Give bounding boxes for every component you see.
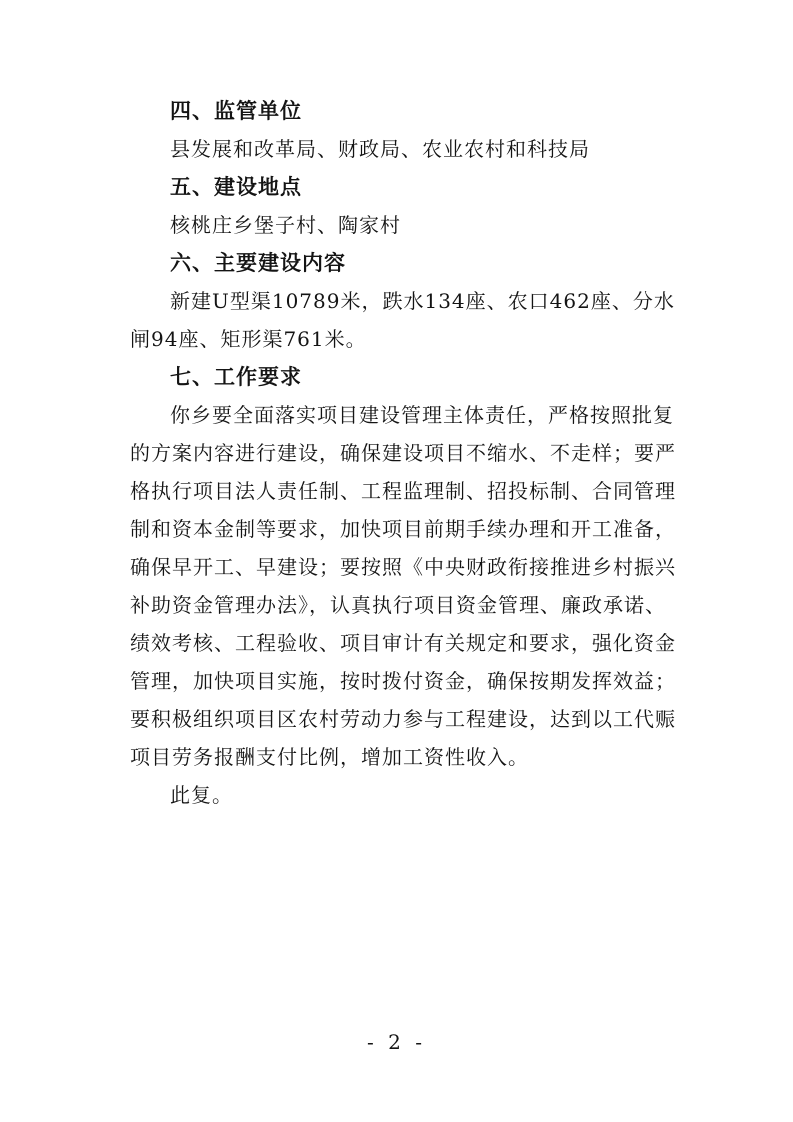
section-4-heading: 四、监管单位 bbox=[170, 99, 302, 123]
section-7-line: 的方案内容进行建设，确保建设项目不缩水、不走样；要严 bbox=[130, 441, 676, 465]
section-7-line: 制和资本金制等要求，加快项目前期手续办理和开工准备， bbox=[130, 517, 676, 541]
section-6-heading: 六、主要建设内容 bbox=[170, 251, 346, 275]
closing-text: 此复。 bbox=[170, 783, 233, 807]
section-7-line: 补助资金管理办法》，认真执行项目资金管理、廉政承诺、 bbox=[130, 593, 666, 617]
section-4-body: 县发展和改革局、财政局、农业农村和科技局 bbox=[170, 137, 590, 161]
section-7-line: 管理，加快项目实施，按时拨付资金，确保按期发挥效益； bbox=[130, 669, 676, 693]
section-7-line: 确保早开工、早建设；要按照《中央财政衔接推进乡村振兴 bbox=[130, 555, 676, 579]
section-7-line: 格执行项目法人责任制、工程监理制、招投标制、合同管理 bbox=[130, 479, 676, 503]
section-7-line: 项目劳务报酬支付比例，增加工资性收入。 bbox=[130, 745, 529, 769]
section-6-line: 闸94座、矩形渠761米。 bbox=[130, 327, 367, 351]
section-6-line: 新建U型渠10789米，跌水134座、农口462座、分水 bbox=[170, 289, 675, 313]
section-7-line: 要积极组织项目区农村劳动力参与工程建设，达到以工代赈 bbox=[130, 707, 676, 731]
section-5-heading: 五、建设地点 bbox=[170, 175, 302, 199]
section-7-line: 绩效考核、工程验收、项目审计有关规定和要求，强化资金 bbox=[130, 631, 676, 655]
section-7-body bbox=[130, 396, 690, 776]
section-7-heading: 七、工作要求 bbox=[170, 365, 302, 389]
section-5-body: 核桃庄乡堡子村、陶家村 bbox=[170, 213, 401, 237]
page-number: - 2 - bbox=[367, 1030, 426, 1054]
section-6-body bbox=[130, 282, 690, 358]
section-7-line: 你乡要全面落实项目建设管理主体责任，严格按照批复 bbox=[170, 403, 674, 427]
